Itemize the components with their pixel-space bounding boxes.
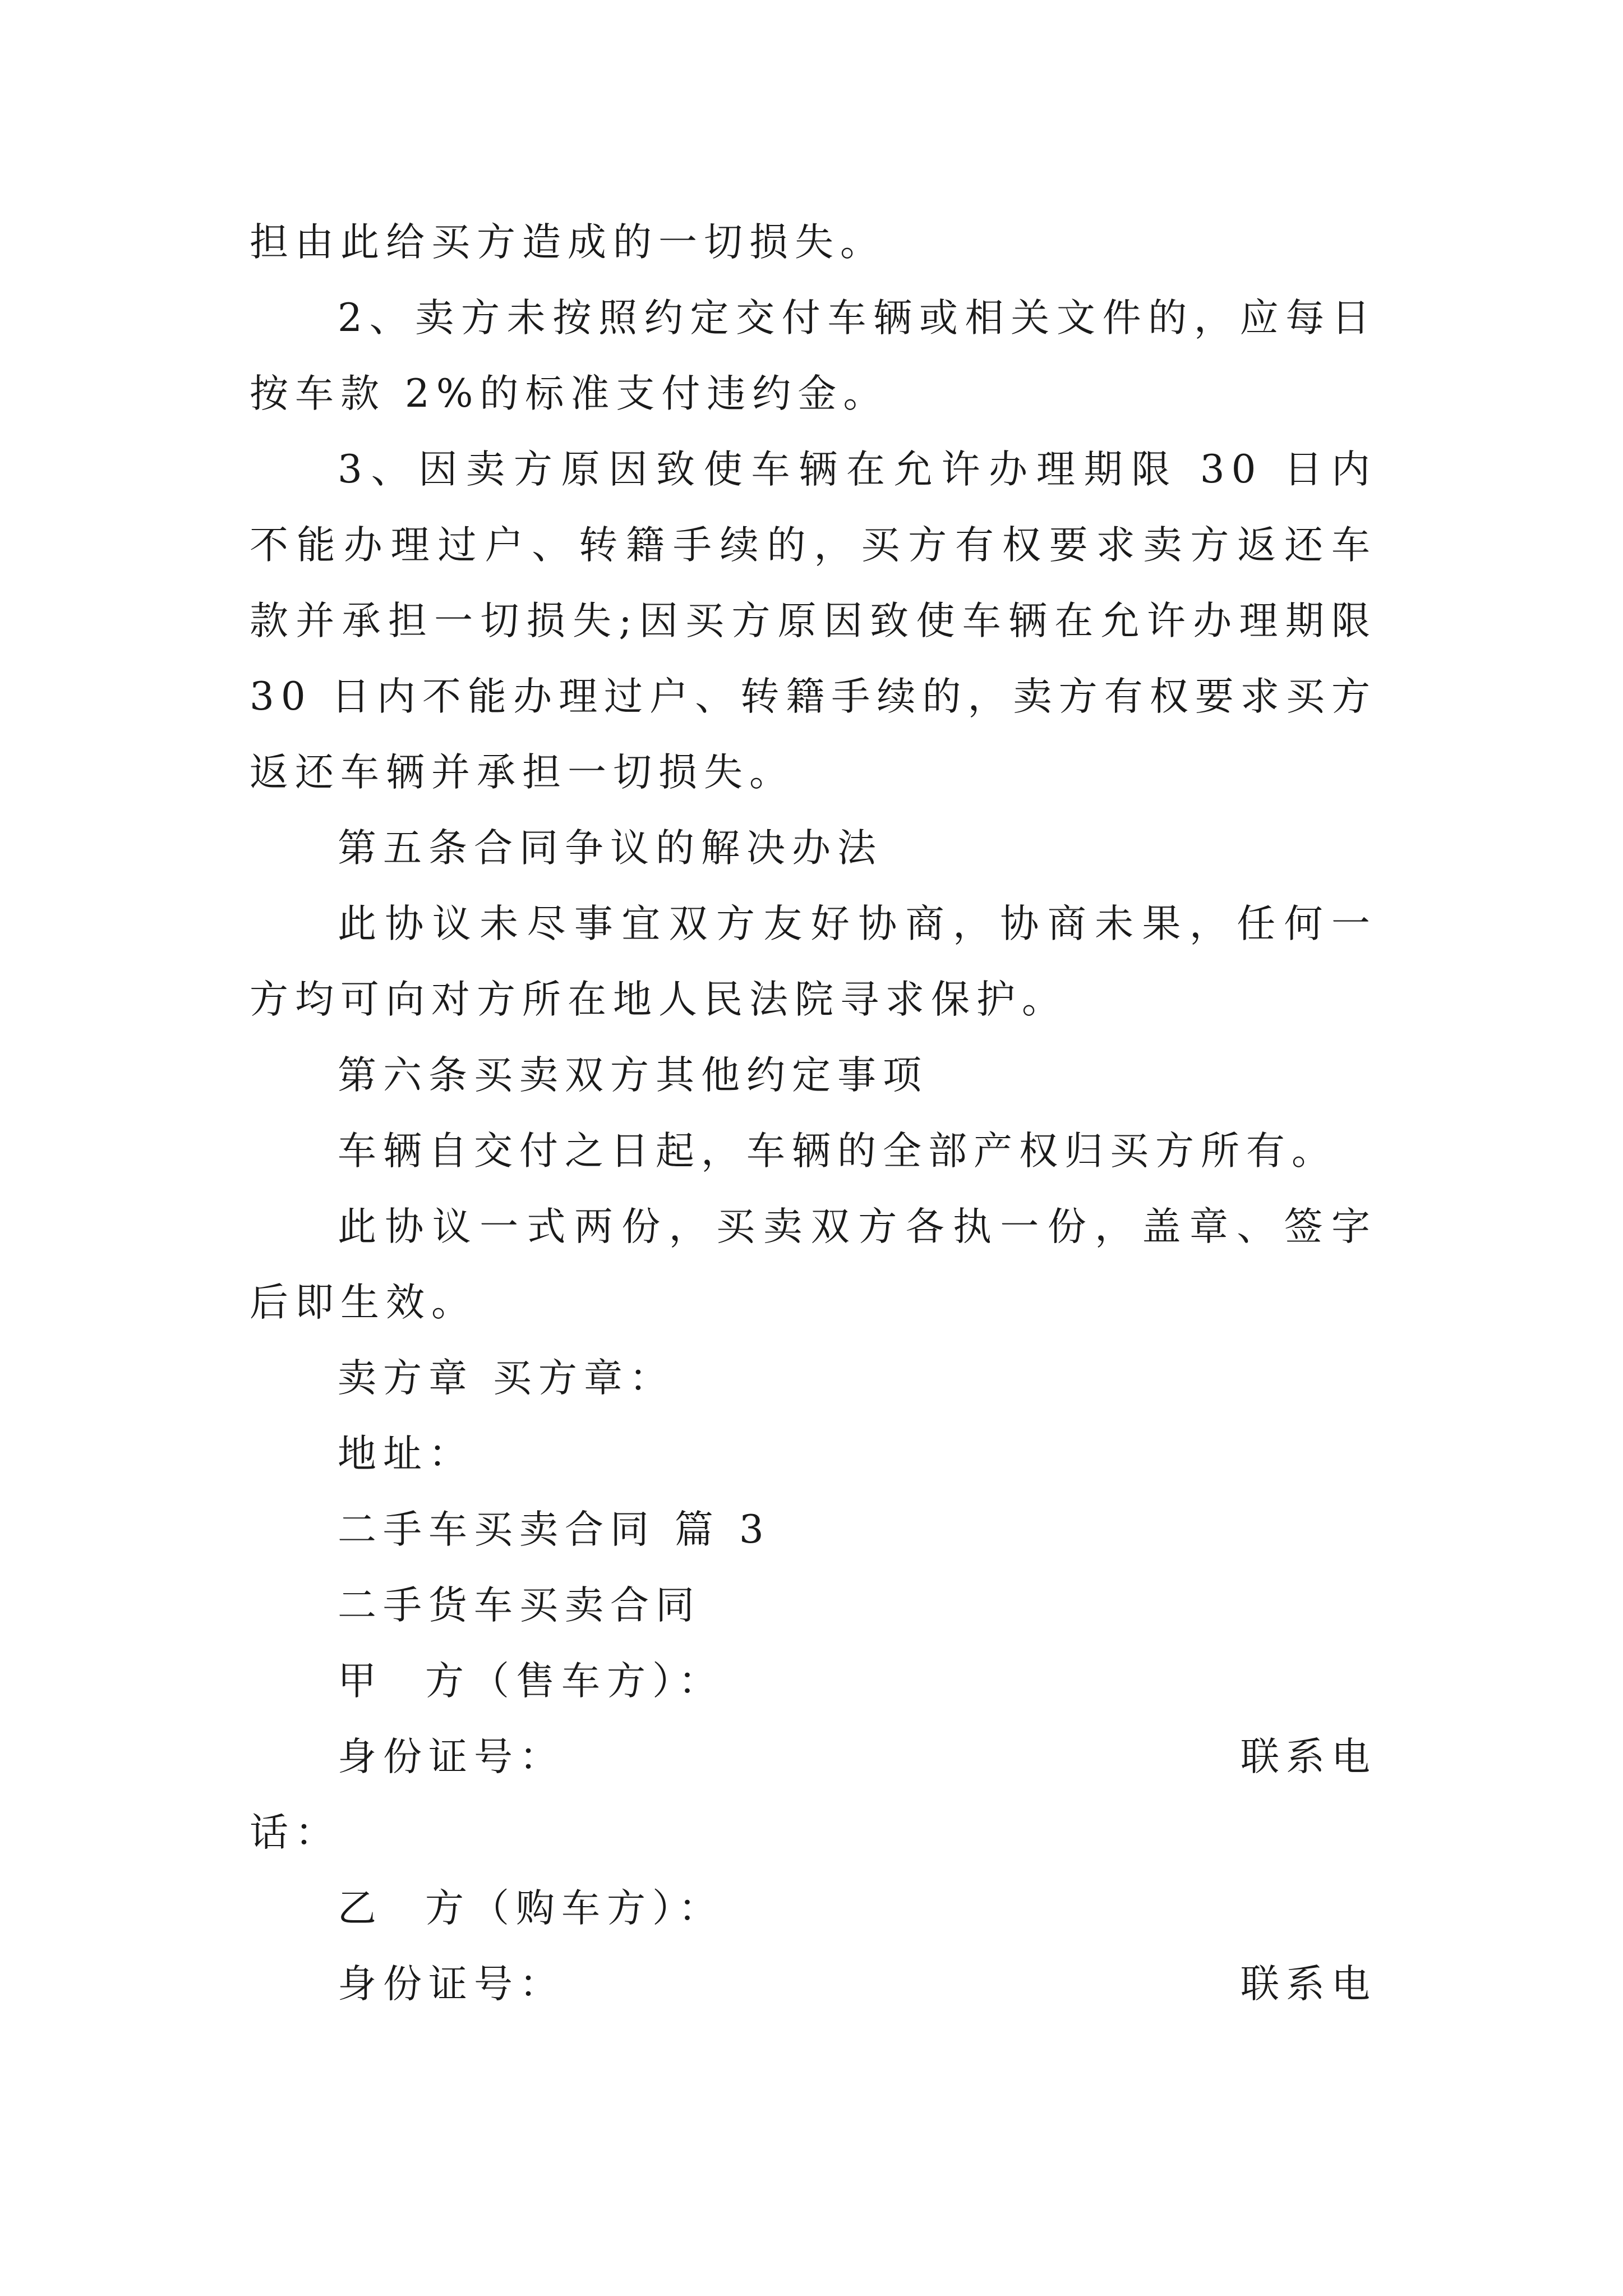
address-line: 地址：	[338, 1432, 474, 1476]
party-b-id-row	[250, 1947, 1377, 2022]
party-a-phone-tail: 话：	[250, 1810, 340, 1855]
paragraph-ownership-transfer: 车辆自交付之日起，车辆的全部产权归买方所有。	[338, 1129, 1337, 1174]
document-body	[250, 205, 1377, 2022]
party-b-line	[250, 1871, 1377, 1947]
paragraph-clause-2: 2、卖方未按照约定交付车辆或相关文件的，应每日按车款 2%的标准支付违约金。	[250, 296, 1377, 416]
party-b-id-label: 身份证号：	[338, 1962, 565, 2007]
seal-line: 卖方章 买方章：	[338, 1356, 675, 1401]
paragraph-copies-effective: 此协议一式两份，买卖双方各执一份，盖章、签字后即生效。	[250, 1204, 1377, 1325]
paragraph-loss-liability: 担由此给买方造成的一切损失。	[250, 220, 886, 265]
party-a-id-row	[250, 1719, 1377, 1795]
party-a-label-rest: 方（售车方）：	[425, 1659, 724, 1704]
party-b-label-first: 乙	[338, 1886, 383, 1931]
document-title-truck-contract: 二手货车买卖合同	[338, 1583, 701, 1628]
heading-article-6: 第六条买卖双方其他约定事项	[338, 1053, 928, 1098]
section-title-contract-3: 二手车买卖合同 篇 3	[338, 1507, 771, 1552]
party-a-phone-label-start: 联系电	[1241, 1734, 1377, 1779]
heading-article-5: 第五条合同争议的解决办法	[338, 826, 883, 871]
party-b-phone-label-start: 联系电	[1241, 1962, 1377, 2007]
party-a-label-first: 甲	[338, 1659, 383, 1704]
party-a-line	[250, 1644, 1377, 1719]
party-b-label-rest: 方（购车方）：	[425, 1886, 724, 1931]
paragraph-clause-3: 3、因卖方原因致使车辆在允许办理期限 30 日内不能办理过户、转籍手续的，买方有权要求卖方返还车款并承担一切损失;因买方原因致使车辆在允许办理期限 30 日内不能办理过户、转籍手续的，卖方有权要求买方返还车辆并承担一切损失。	[250, 447, 1377, 795]
paragraph-dispute-resolution: 此协议未尽事宜双方友好协商，协商未果，任何一方均可向对方所在地人民法院寻求保护。	[250, 901, 1377, 1022]
party-a-id-label: 身份证号：	[338, 1734, 565, 1779]
